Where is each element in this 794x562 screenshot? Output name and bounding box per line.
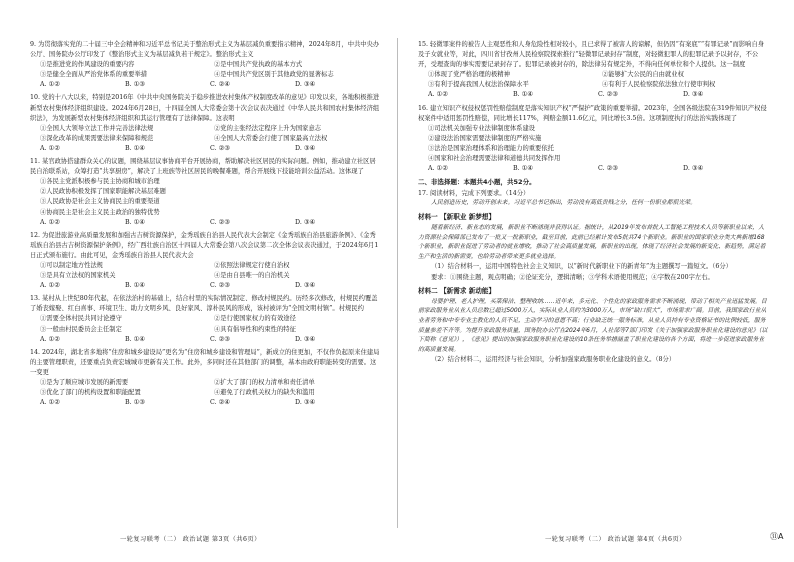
question-11	[30, 157, 380, 228]
material-one-text: 随着新经济、新业态的发展，新职业不断涌现并获得认证。据统计，从2019年发布首批人工智能工程技术人员等新职业以来，人力资源社会保障部已发布了一批又一批新职业，截至目前，此前已经累计发布5批共74个新职业。新职业的国家职业分类大典新增168个新职业，新职业促进了劳动者的就业增收，推动了社会高质量发展，新职业的出现，体现了经济社会发展的新变化、新趋势，满足着生产和生活的新需要，也给劳动者带来更多就业选择。	[418, 225, 766, 260]
option: ①是为了顺应城市发展的新需要	[40, 379, 129, 386]
choice: D. ③④	[295, 218, 316, 226]
choice-list	[30, 398, 380, 408]
question-stem: 10. 党的十八大以来，特别是2016年《中共中央国务院关于稳步推进农村集体产权制度改革的意见》印发以来，各地积极推进新型农村集体经济组织建设。2024年6月28日，十四届全国人大常委会第十次会议表决通过《中华人民共和国农村集体经济组织法》，为发展新型农村集体经济组织和其运行管理有了法律保障。这表明	[30, 94, 380, 122]
option: ③一般由村民委员会主任制定	[40, 325, 122, 333]
choice: B. ①④	[125, 218, 145, 226]
choice: A. ①②	[40, 282, 60, 290]
footer-page-4: 一轮复习联考（二） 政治试题 第4页（共6页）	[545, 536, 686, 543]
choice: B. ①③	[125, 399, 145, 407]
question-13	[30, 294, 380, 344]
sub-question-2: （2）结合材料二，运用经济与社会知识，分析加强家政服务职业化建设的意义。（8分）	[431, 356, 676, 364]
choice: C. ②④	[210, 399, 230, 407]
option-list	[418, 124, 768, 164]
right-column	[418, 40, 768, 525]
choice: A. ①②	[40, 81, 60, 89]
option-list	[30, 124, 380, 144]
option: ②依照法律规定行使自治权	[214, 261, 290, 269]
choice: B. ①④	[125, 282, 145, 290]
choice: C. ②③	[598, 165, 618, 173]
option: ④具有倡导性和约束性的特征	[214, 325, 296, 333]
question-17	[418, 189, 768, 365]
choice-list	[418, 90, 768, 100]
question-16	[418, 104, 768, 175]
choice: C. ②③	[210, 282, 230, 290]
choice-list	[30, 281, 380, 291]
choice: B. ①④	[513, 165, 533, 173]
option-list	[30, 378, 380, 398]
option: ③深化改革的成果需要法律来保障和规范	[40, 134, 154, 142]
choice: C. ②③	[598, 91, 618, 99]
quote-paragraph: 人民创造历史，劳动开创未来。习近平总书记指出，劳动没有高低贵贱之分，任何一份职业都很光荣。	[431, 200, 697, 207]
option: ④避免了行政机关权力的缺失和滥用	[214, 389, 315, 397]
material-two-title: 材料二 【新需求 新动能】	[418, 286, 496, 295]
option: ④是中国共产党区别于其他政党的显著标志	[214, 71, 334, 79]
choice: C. ②③	[210, 335, 230, 343]
footer-page-3: 一轮复习联考（二） 政治试题 第3页（共6页）	[120, 536, 261, 543]
choice: D. ③④	[683, 165, 704, 173]
left-column	[30, 40, 380, 525]
option: ①各民主党派积极参与民主协商和城市治理	[40, 178, 160, 186]
option: ②是中国共产党执政的基本方式	[214, 61, 303, 69]
question-15	[418, 40, 768, 101]
question-stem: 12. 为促进旅游业高质量发展和加强古吉树资源保护，金秀瑶族自治县人民代表大会制定《金秀瑶族自治县旅游条例》、《金秀瑶族自治县古吉树资源保护条例》，经广西壮族自治区十四届人大常委会第八次会议第二次全体会议表决通过，于2024年6月1日正式颁布施行。由此可见，金秀瑶族自治县人民代表大会	[30, 231, 379, 259]
choice: B. ①④	[125, 144, 145, 152]
question-stem: 13. 某村从上世纪80年代起，在依法治村的基础上，结合村里的实际情况制定、修改村规民约。历经多次修改，村规民约覆盖了婚丧嫁娶、红白喜事、环境卫生、助力文明乡风、良好家风、淳朴民风的形成，该村被评为“全国文明村镇”。村规民约	[30, 295, 378, 313]
option: ①全国人大领导立法工作并完善法律法规	[40, 124, 154, 132]
option: ④全国人大常委会行使了国家最高立法权	[214, 134, 328, 142]
choice: A. ①②	[40, 218, 60, 226]
option: ③法治是国家治理体系和治理能力的重要依托	[428, 144, 554, 152]
option: ④协商民主是社会主义民主政治的独特优势	[40, 208, 160, 216]
choice-list	[30, 144, 380, 154]
choice-list	[30, 218, 380, 228]
choice: D. ③④	[295, 282, 316, 290]
choice: A. ①②	[40, 144, 60, 152]
choice: B. ①④	[125, 335, 145, 343]
choice: D. ③④	[683, 91, 704, 99]
option: ④国家和社会治理需要法律和道德共同发挥作用	[428, 155, 561, 163]
option: ②是行使国家权力的有效途径	[214, 315, 296, 323]
option: ②党的主张经法定程序上升为国家意志	[214, 124, 322, 132]
option-list	[30, 261, 380, 281]
option: ②建设法治国家需要法律制度的严格实施	[428, 134, 542, 142]
option: ①可以制定地方性法规	[40, 261, 103, 269]
choice-list	[418, 164, 768, 174]
option: ①需要全体村民共同讨论遵守	[40, 315, 122, 323]
option-list	[30, 177, 380, 217]
choice: A. ①②	[428, 165, 448, 173]
option: ④有利于人民检察院依法独立行使审判权	[602, 81, 716, 89]
question-stem: 15. 轻微罪案件的被告人主观恶性和人身危险性相对较小，且已求得了被害人的谅解，但仍因“有案底”“有罪记录”而影响自身及子女就业等，对此，四川省甘孜州人民检察院探索推行“轻微罪记录封存”制度，对轻微犯罪人的犯罪记录予以封存，不公开，受理查询的事实需要记录封存了。犯罪记录被封存的，除法律另有规定外，不得向任何单位和个人提供。这一制度	[418, 41, 765, 69]
option: ③是具有立法权的国家机关	[40, 272, 116, 280]
column-divider	[397, 38, 398, 528]
material-two-text: 母婴护理、老人护理，买菜保洁、整理收纳……近年来，多元化、个性化的家政服务需求不断涌现，带动了相关产业迅猛发展。目前家政服务业从业人员总数已超过5000万人，实际从业人员约为3000万人，市场“缺口很大”，市场需求广阔。目前，我国家政行业从业者劳务和中专专业主教化的人员不足，主动学习的意愿不高；行业缺乏统一服务标准，从业人员持有专业资格证书的比例较低，服务质量参差不齐等。为提升家政服务质量，国务院办公厅在2024年6月，人社部等7部门印发《关于加强家政服务职业化建设的意见》（以下简称《意见》），《意见》提出的加强家政服务职业化建设的10条任务举措涵盖了职业化建设的各个方面，将进一步促进家政服务业的高质量发展。	[418, 298, 768, 353]
option: ②能够扩大公民的自由就业权	[602, 71, 684, 79]
option: ④是由自县唯一的自治机关	[214, 272, 290, 280]
choice: A. ①②	[40, 335, 60, 343]
choice-list	[30, 335, 380, 345]
option-list	[30, 314, 380, 334]
question-12	[30, 231, 380, 292]
choice: A. ①②	[40, 399, 60, 407]
choice: B. ①④	[513, 91, 533, 99]
option: ③人民政协是社会主义协商民主的重要渠道	[40, 198, 160, 206]
option: ③是健全全面从严治党体系的重要举措	[40, 71, 148, 79]
option: ②扩大了部门的权力清单和责任清单	[214, 379, 315, 386]
choice-list	[30, 80, 380, 90]
choice: D. ③④	[295, 335, 316, 343]
section-heading: 二、非选择题：本题共4小题，共52分。	[418, 178, 536, 187]
question-14	[30, 348, 380, 409]
question-10	[30, 93, 380, 154]
requirements: 要求：①围绕主题，观点明确；②论证充分，逻辑清晰；③学科术语使用规范；④字数在200字左右。	[431, 273, 714, 281]
material-one-title: 材料一 【新职业 新梦想】	[418, 213, 496, 221]
choice: D. ③④	[295, 144, 316, 152]
choice: A. ①②	[428, 91, 448, 99]
option-list	[418, 70, 768, 90]
sub-question-1: （1）结合材料一，运用中国特色社会主义知识，以“新时代新职业下的新青年”为主题撰写一篇短文。（6分）	[431, 263, 732, 271]
question-9	[30, 40, 380, 90]
choice: D. ③④	[295, 399, 316, 407]
choice: B. ①③	[125, 81, 145, 89]
question-stem: 14. 2024年，湖北省多地将“住房和城乡建设局”更名为“住房和城乡建设和管理局”，新成立的住更加，不仅作负起原来住建局的主要管理职责，还要重点负责宏城城市更新有关工作。此外，多同时还在其他部门的调整，基本由政府职能转变的需要。这一变更	[30, 348, 380, 376]
option: ③有利于提高我国人权法治保障水平	[428, 81, 529, 89]
question-stem: 17. 阅读材料，完成下列要求。（14分）	[418, 190, 530, 198]
option: ①是推进党的作风建设的重要内容	[40, 61, 135, 69]
choice: C. ②③	[210, 144, 230, 152]
choice: C. ②④	[210, 81, 230, 89]
option: ②人民政协积极发挥了国家职能解决基层难题	[40, 188, 166, 196]
option: ①司法机关加强专业法律制度体系建设	[428, 124, 536, 132]
question-stem: 9. 为贯彻落实党的二十届三中全会精神和习近平总书记关于整治形式主义为基层减负重要指示精神，2024年8月，中共中央办公厅、国务院办公厅印发了《整治形式主义为基层减负若干规定》。整治形式主义	[30, 41, 380, 59]
question-stem: 16. 建立知识产权侵权惩罚性赔偿制度是落实知识产权“严保护”政策的重要举措。2023年，全国各级法院在319件知识产权侵权案件中适用惩罚性赔偿，同比增长117%，判赔金额11.6亿元，同比增长3.5倍。这项制度执行的法治实践体现了	[418, 104, 767, 122]
option: ③优化了部门的机构设置和职能配置	[40, 389, 141, 397]
choice: C. ②③	[210, 218, 230, 226]
option-list	[30, 60, 380, 80]
option: ①体现了党严格治理的极精神	[428, 71, 510, 79]
question-stem: 11. 某官政协搭建群众关心的议题，围绕基层议事协商平台开展协商，帮助解决社区居民的实际问题。例如，推动建立社区居民自治联系站，众筹打造“共享厨房”，解决了上班族等社区居民的晚餐难题，帮合开展线下技能培训公益活动。这体现了	[30, 158, 376, 176]
exam-code-mark: ㉛A	[770, 532, 784, 541]
choice: D. ③④	[295, 81, 316, 89]
